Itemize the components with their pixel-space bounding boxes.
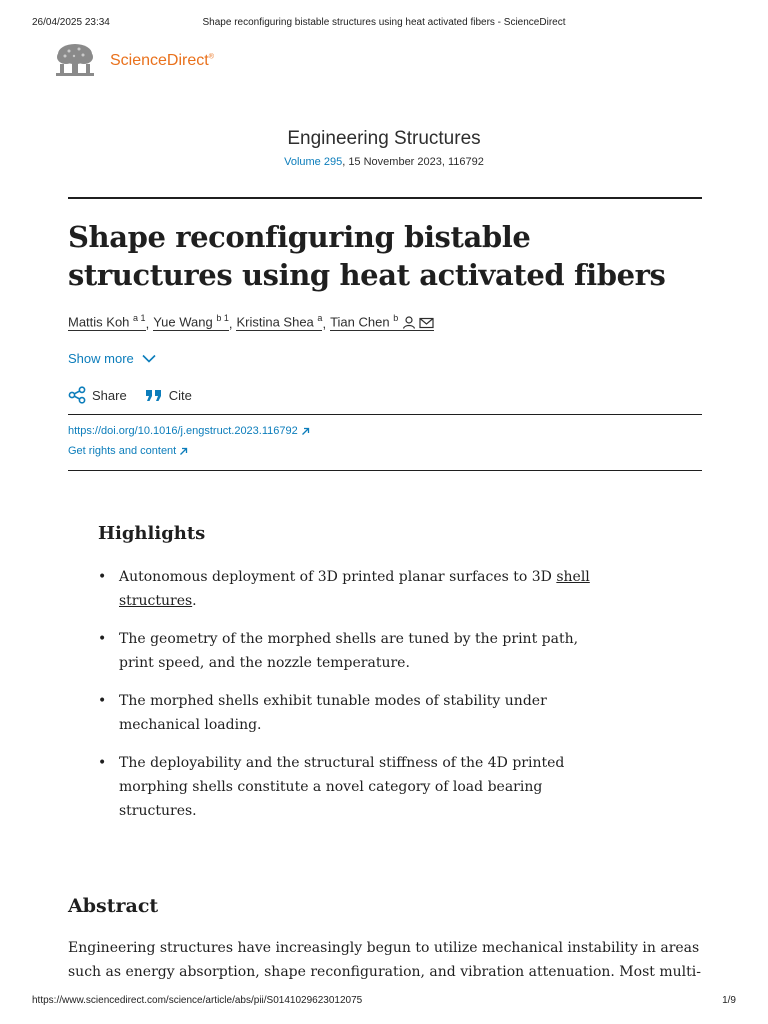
envelope-icon — [419, 317, 434, 329]
list-item: • Autonomous deployment of 3D printed planar surfaces to 3D shell structures. — [98, 569, 590, 609]
show-more-button[interactable] — [68, 351, 156, 366]
journal-title[interactable]: Engineering Structures — [287, 128, 481, 149]
list-item: • The deployability and the structural stiffness of the 4D printed morphing shells constitute a novel category of load bearing structures. — [98, 755, 565, 819]
article-actions — [68, 386, 192, 404]
abstract-text: Engineering structures have increasingly begun to utilize mechanical instability in areas such as energy absorption, shape reconfiguration, and vibration attenuation. Most multi- — [68, 940, 701, 980]
issue-date: , 15 November 2023, 116792 — [342, 156, 484, 168]
volume-link[interactable]: Volume 295 — [284, 156, 343, 168]
volume-line — [0, 156, 768, 168]
chevron-down-icon — [142, 354, 156, 363]
print-url: https://www.sciencedirect.com/science/article/abs/pii/S0141029623012075 — [32, 995, 363, 1006]
cite-button[interactable] — [145, 386, 192, 404]
share-button[interactable] — [68, 386, 127, 404]
highlights-list — [98, 565, 608, 837]
author-link[interactable]: Tian Chen $^b$ — [330, 313, 434, 331]
shell-structures-link[interactable]: shell structures — [119, 569, 590, 609]
person-icon — [402, 316, 416, 329]
list-item: • The morphed shells exhibit tunable modes of stability under mechanical loading. — [98, 693, 547, 733]
print-footer — [32, 995, 736, 1009]
abstract-heading: Abstract — [68, 895, 159, 917]
header-divider — [68, 197, 702, 199]
show-more-label: Show more — [68, 351, 134, 366]
brand-name: ScienceDirect® — [110, 52, 214, 69]
author-link[interactable]: Yue Wang $^{b 1}$ — [153, 313, 229, 330]
share-icon — [68, 386, 86, 404]
share-label: Share — [92, 387, 127, 403]
print-page-title: Shape reconfiguring bistable structures using heat activated fibers - ScienceDirect — [202, 17, 566, 28]
print-date: 26/04/2025 23:34 — [32, 17, 110, 28]
rights-link[interactable]: Get rights and content — [68, 445, 188, 457]
external-link-icon — [301, 427, 310, 436]
print-header — [32, 17, 736, 31]
author-link[interactable]: Kristina Shea $^a$ — [236, 313, 323, 330]
doi-link[interactable]: https://doi.org/10.1016/j.engstruct.2023.116792 — [68, 425, 310, 437]
highlights-heading: Highlights — [98, 523, 206, 544]
list-item: • The geometry of the morphed shells are tuned by the print path, print speed, and the nozzle temperature. — [98, 631, 579, 671]
divider — [68, 414, 702, 415]
quote-icon — [145, 388, 163, 402]
page-number: 1/9 — [722, 995, 736, 1006]
author-link[interactable]: Mattis Koh $^{a 1}$ — [68, 313, 146, 330]
elsevier-tree-icon — [52, 42, 98, 80]
sciencedirect-logo[interactable] — [52, 42, 252, 82]
article-title: Shape reconfiguring bistable structures using heat activated fibers — [68, 220, 666, 292]
cite-label: Cite — [168, 387, 192, 403]
divider — [68, 470, 702, 471]
external-link-icon — [179, 447, 188, 456]
author-list: Mattis Koh $^{a 1}$ , Yue Wang $^{b 1}$ , Kristina Shea $^a$ , Tian Chen $^b$ — [68, 313, 434, 331]
